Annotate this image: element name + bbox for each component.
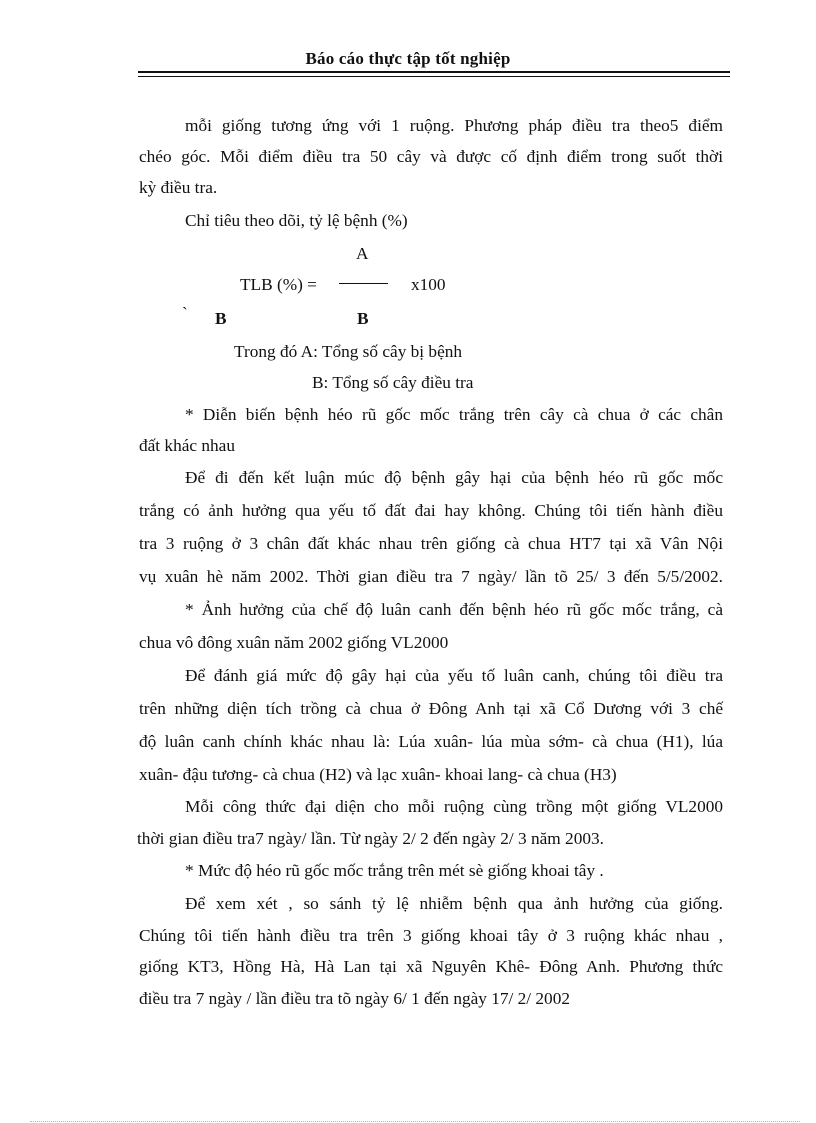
paragraph-line: Để xem xét , so sánh tỷ lệ nhiễm bệnh qua ảnh hưởng của giống. [185, 894, 723, 913]
paragraph-line: Để đánh giá mức độ gây hại của yếu tố luân canh, chúng tôi điều tra [185, 666, 723, 685]
paragraph-line: độ luân canh chính khác nhau là: Lúa xuân- lúa mùa sớm- cà chua (H1), lúa [139, 732, 723, 751]
formula-lhs: TLB (%) = [240, 275, 317, 294]
paragraph-line: vụ xuân hè năm 2002. Thời gian điều tra 7 ngày/ lần tõ 25/ 3 đến 5/5/2002. [139, 567, 723, 586]
paragraph-line: tra 3 ruộng ở 3 chân đất khác nhau trên giống cà chua HT7 tại xã Vân Nội [139, 534, 723, 553]
paragraph-line: điều tra 7 ngày / lần điều tra tõ ngày 6/ 1 đến ngày 17/ 2/ 2002 [139, 989, 570, 1008]
header-rule-thick [138, 71, 730, 73]
formula-multiplier: x100 [411, 275, 446, 294]
formula-tick: ` [182, 304, 188, 323]
paragraph-line: kỳ điều tra. [139, 178, 218, 197]
paragraph-line: * Diễn biến bệnh héo rũ gốc mốc trắng trên cây cà chua ở các chân [185, 405, 723, 424]
paragraph-line: * Mức độ héo rũ gốc mốc trắng trên mét sè giống khoai tây . [185, 861, 604, 880]
page-bottom-border [30, 1121, 800, 1122]
formula-denominator: B [357, 309, 369, 328]
paragraph-line: Chỉ tiêu theo dõi, tỷ lệ bệnh (%) [185, 211, 408, 230]
paragraph-line: Để đi đến kết luận múc độ bệnh gây hại của bệnh héo rũ gốc mốc [185, 468, 723, 487]
paragraph-line: * Ảnh hưởng của chế độ luân canh đến bệnh héo rũ gốc mốc trắng, cà [185, 600, 723, 619]
formula-b-left: B [215, 309, 227, 328]
paragraph-line: trắng có ảnh hưởng qua yếu tố đất đai hay không. Chúng tôi tiến hành điều [139, 501, 723, 520]
paragraph-line: mỗi giống tương ứng với 1 ruộng. Phương pháp điều tra theo5 điểm [185, 116, 723, 135]
paragraph-line: giống KT3, Hồng Hà, Hà Lan tại xã Nguyên Khê- Đông Anh. Phương thức [139, 957, 723, 976]
paragraph-line: trên những diện tích trồng cà chua ở Đông Anh tại xã Cổ Dương với 3 chế [139, 699, 723, 718]
formula-where-b: B: Tổng số cây điều tra [312, 373, 474, 392]
paragraph-line: xuân- đậu tương- cà chua (H2) và lạc xuân- khoai lang- cà chua (H3) [139, 765, 617, 784]
paragraph-line: Mỗi công thức đại diện cho mỗi ruộng cùng trồng một giống VL2000 [185, 797, 723, 816]
formula-where-a: Trong đó A: Tổng số cây bị bệnh [234, 342, 463, 361]
fraction-bar [339, 283, 388, 284]
paragraph-line: chua vô đông xuân năm 2002 giống VL2000 [139, 633, 449, 652]
paragraph-line: thời gian điều tra7 ngày/ lần. Từ ngày 2/ 2 đến ngày 2/ 3 năm 2003. [137, 829, 604, 848]
paragraph-line: đất khác nhau [139, 436, 235, 455]
paragraph-line: Chúng tôi tiến hành điều tra trên 3 giống khoai tây ở 3 ruộng khác nhau , [139, 926, 723, 945]
header-rule-thin [138, 76, 730, 77]
paragraph-line: chéo góc. Mỗi điểm điều tra 50 cây và được cố định điểm trong suốt thời [139, 147, 723, 166]
page-header-title: Báo cáo thực tập tốt nghiệp [305, 49, 511, 68]
formula-numerator: A [356, 244, 369, 263]
